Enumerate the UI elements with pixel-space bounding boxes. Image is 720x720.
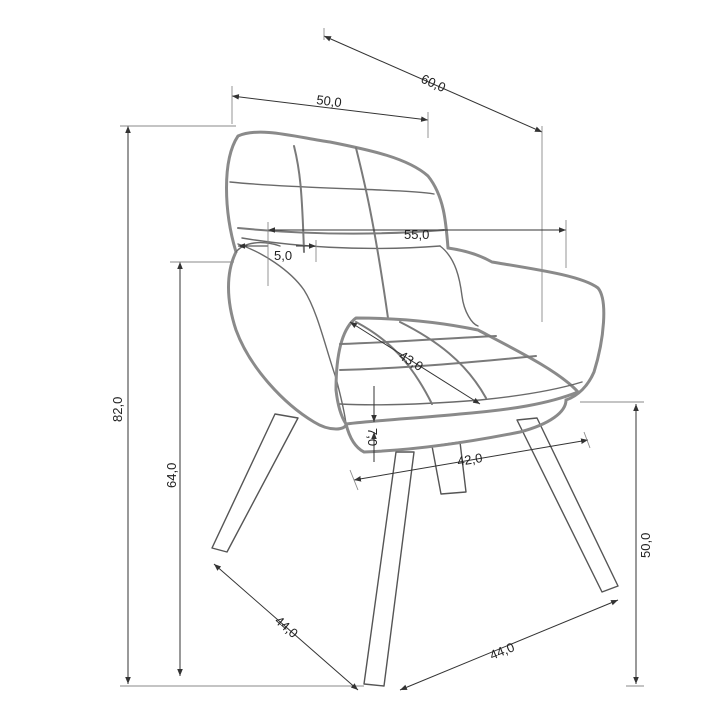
- chair-drawing: [212, 132, 618, 686]
- dim-armrest-span-label: 55,0: [404, 227, 430, 242]
- front-left-leg: [212, 414, 298, 552]
- dim-overall-depth-label: 60,0: [418, 71, 449, 96]
- front-right-leg: [517, 418, 618, 592]
- backrest-cushion: [230, 182, 434, 194]
- dim-seat-drop-label: 7,0: [365, 428, 380, 447]
- dim-arm-height-label: 64,0: [164, 462, 179, 488]
- dim-total-height-label: 82,0: [110, 396, 125, 422]
- dim-leg-span-label: 42,0: [456, 450, 484, 469]
- dim-seat-width-top-label: 50,0: [315, 92, 343, 111]
- left-armrest-outline: [229, 252, 347, 429]
- seat-cushion: [336, 318, 578, 424]
- dim-base-depth-label: 44,0: [272, 612, 301, 641]
- left-armrest-inner: [238, 244, 346, 424]
- dim-arm-thickness-label: 5,0: [274, 248, 293, 263]
- seat-seam-3: [340, 336, 496, 344]
- right-armrest-inner: [440, 246, 478, 326]
- dim-base-width-label: 44,0: [487, 639, 517, 663]
- backrest-seam-left: [294, 146, 304, 252]
- front-center-leg: [364, 452, 414, 686]
- dim-seat-height-label: 50,0: [638, 532, 653, 558]
- dim-seat-depth-label: 43,0: [396, 347, 426, 374]
- seat-seam-4: [340, 356, 536, 370]
